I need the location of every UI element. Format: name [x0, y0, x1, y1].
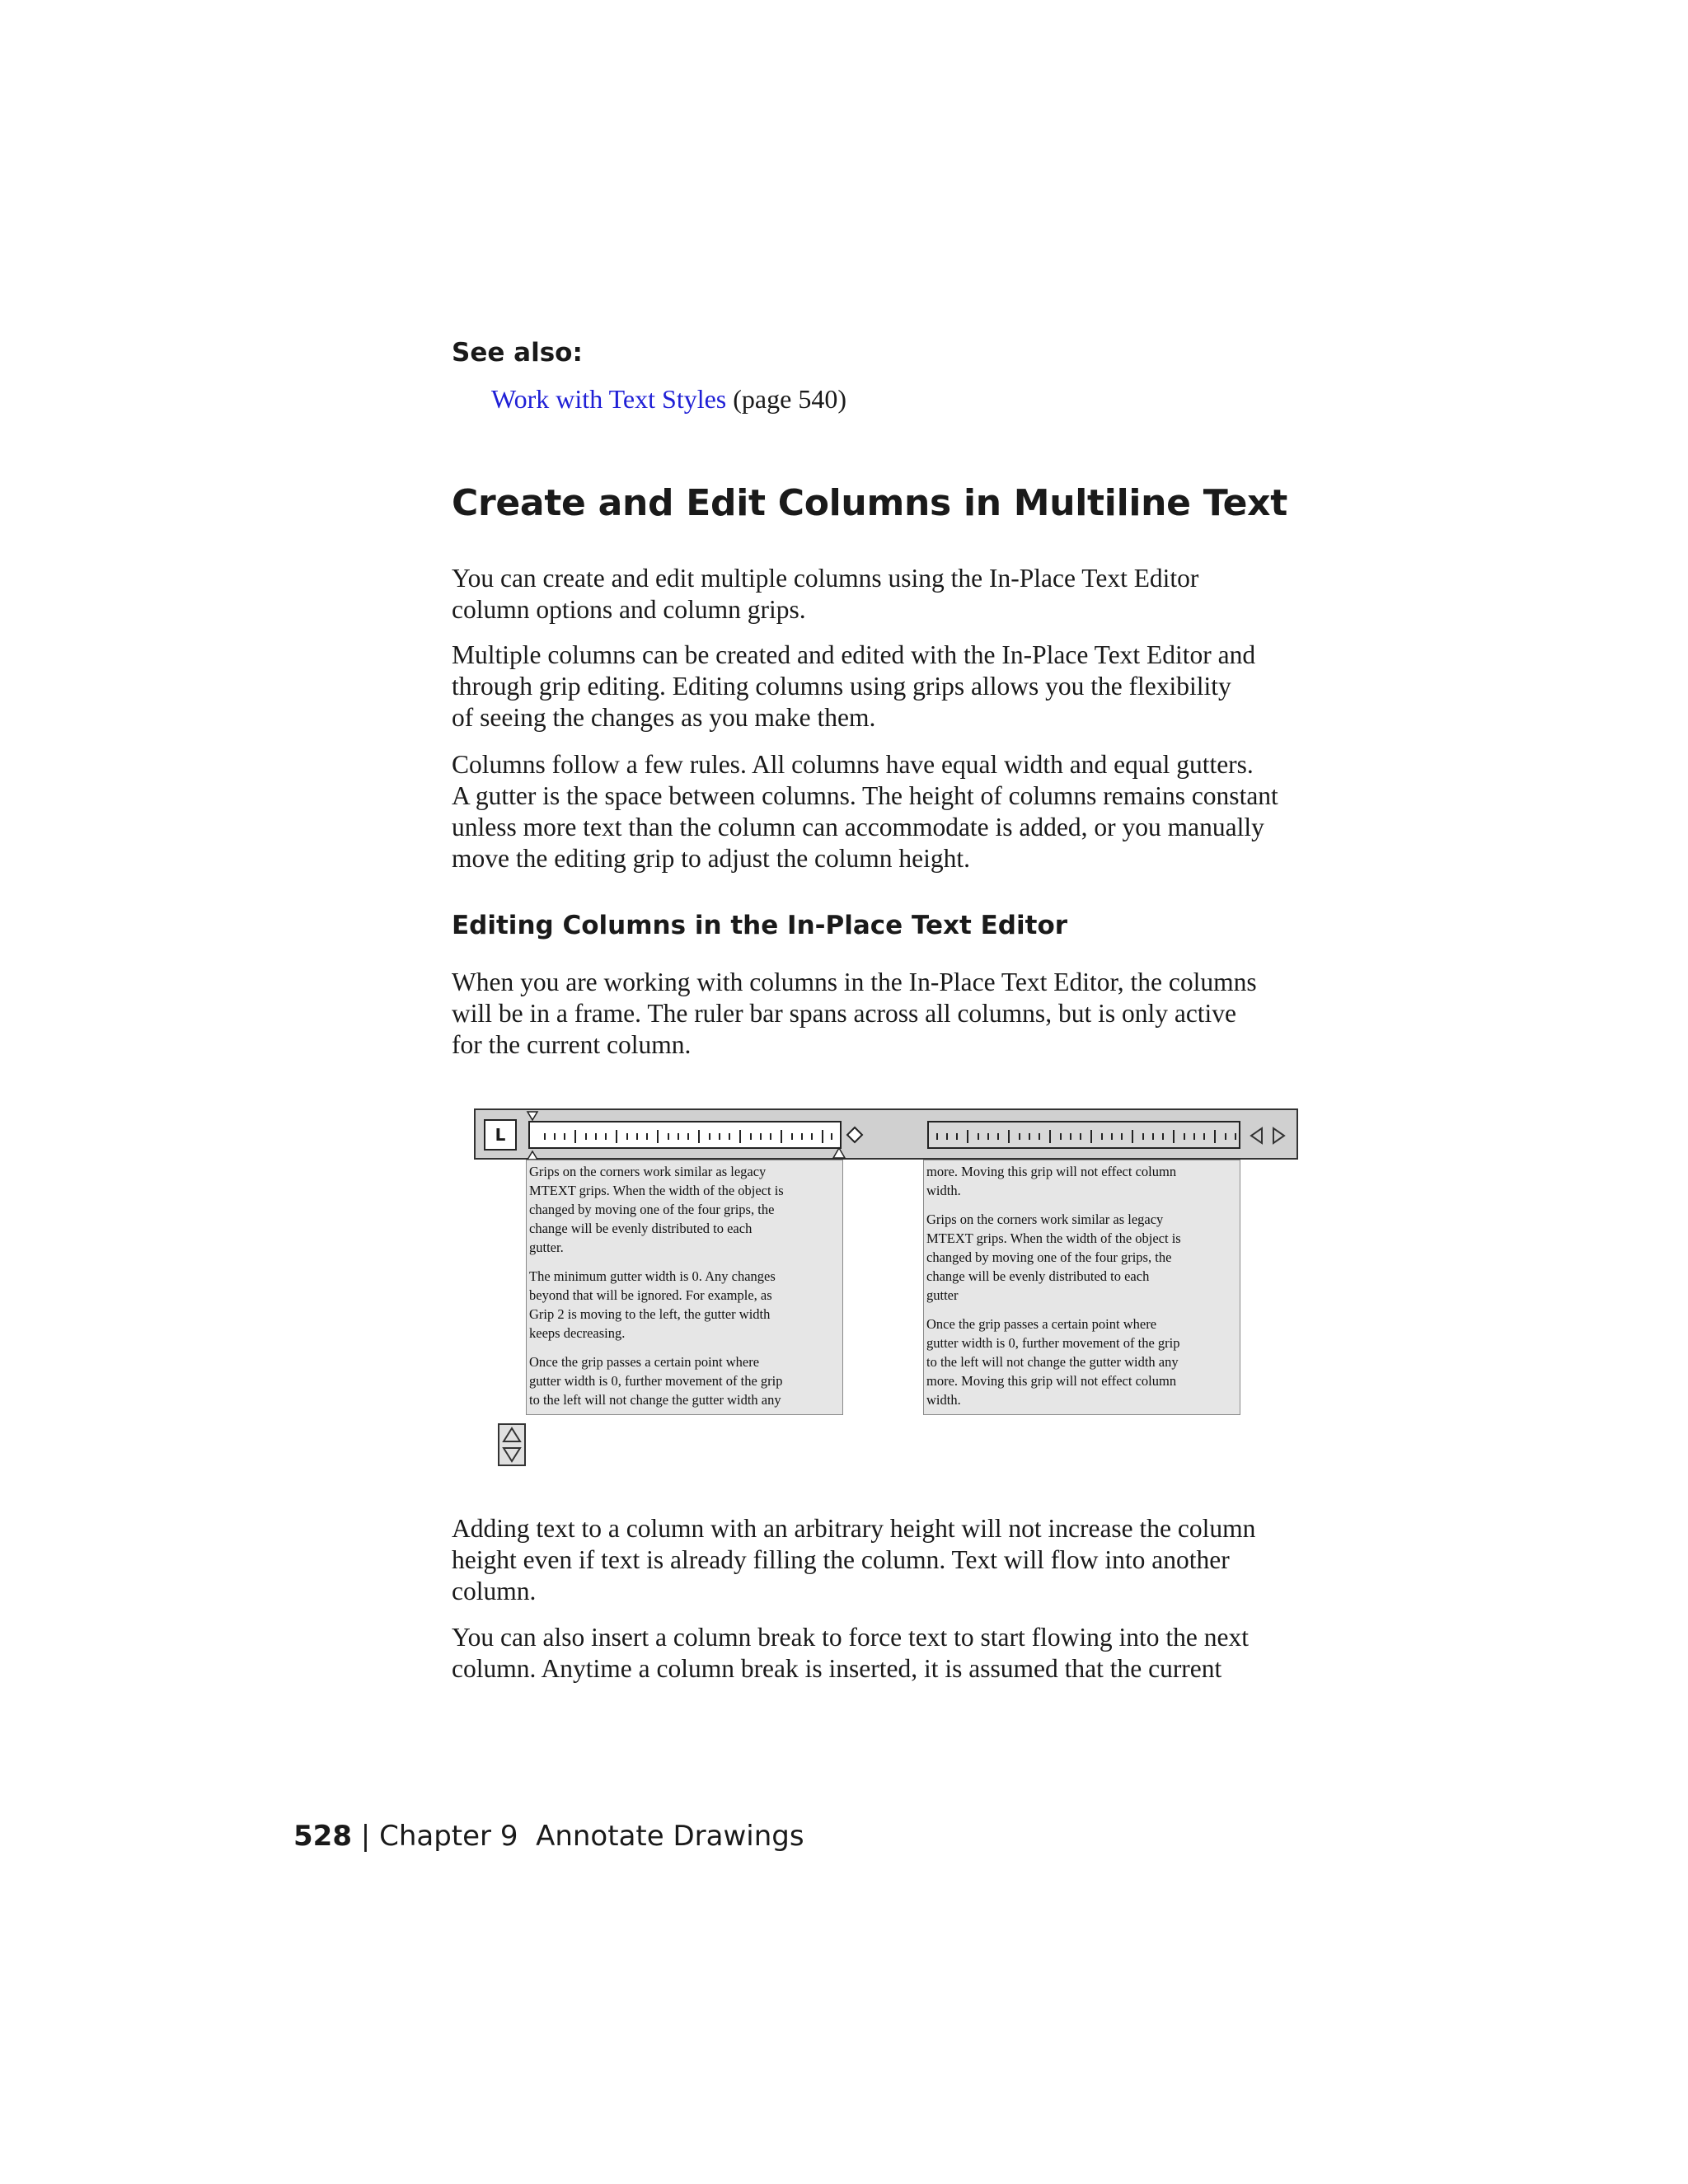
text-line: unless more text than the column can accommodate is added, or you manually: [452, 813, 1264, 841]
column-line: Grips on the corners work similar as legacy: [926, 1212, 1164, 1227]
text-line: When you are working with columns in the In-Place Text Editor, the columns: [452, 968, 1257, 996]
column-paragraph: [529, 1267, 840, 1343]
paragraph-column-break: [452, 1622, 1358, 1685]
columns-editor-figure: [474, 1108, 1300, 1471]
column-paragraph: [926, 1162, 1237, 1200]
column-line: Grip 2 is moving to the left, the gutter width: [529, 1306, 771, 1322]
see-also-label: See also:: [452, 338, 583, 368]
footer-separator: |: [360, 1820, 371, 1853]
text-line: column.: [452, 1577, 537, 1605]
column-paragraph: [529, 1162, 840, 1257]
column-line: changed by moving one of the four grips, the: [529, 1202, 775, 1217]
column-line: beyond that will be ignored. For example, as: [529, 1287, 772, 1303]
up-down-arrows-icon: [499, 1425, 524, 1465]
text-line: Columns follow a few rules. All columns have equal width and equal gutters.: [452, 750, 1254, 779]
indent-marker-icon[interactable]: [525, 1110, 542, 1161]
text-column-left[interactable]: [526, 1160, 843, 1415]
paragraph-column-rules: [452, 749, 1358, 874]
text-line: column. Anytime a column break is inserted, it is assumed that the current: [452, 1654, 1222, 1683]
text-line: will be in a frame. The ruler bar spans across all columns, but is only active: [452, 999, 1237, 1028]
column-line: Grips on the corners work similar as legacy: [529, 1164, 767, 1179]
column-line: more. Moving this grip will not effect column: [926, 1164, 1177, 1179]
column-line: change will be evenly distributed to each: [529, 1221, 753, 1236]
column-line: Once the grip passes a certain point where: [529, 1354, 760, 1370]
column-line: change will be evenly distributed to each: [926, 1268, 1150, 1284]
text-line: through grip editing. Editing columns using grips allows you the flexibility: [452, 672, 1231, 701]
text-line: You can create and edit multiple columns using the In-Place Text Editor: [452, 564, 1199, 593]
column-height-grip[interactable]: [498, 1423, 526, 1466]
tab-stop-button[interactable]: L: [484, 1119, 517, 1151]
footer-chapter: Chapter 9: [379, 1820, 518, 1853]
column-paragraph: [529, 1352, 840, 1409]
paragraph-adding-text: [452, 1513, 1358, 1607]
text-column-right[interactable]: [923, 1160, 1240, 1415]
text-line: You can also insert a column break to force text to start flowing into the next: [452, 1623, 1249, 1652]
text-line: for the current column.: [452, 1030, 692, 1059]
column-line: width.: [926, 1392, 961, 1408]
column-line: MTEXT grips. When the width of the object is: [926, 1230, 1181, 1246]
section-heading: Create and Edit Columns in Multiline Text: [452, 482, 1287, 524]
paragraph-multiple-columns: [452, 640, 1358, 733]
column-line: gutter.: [529, 1240, 564, 1255]
text-line: height even if text is already filling the column. Text will flow into another: [452, 1545, 1230, 1574]
column-paragraph: [926, 1315, 1237, 1409]
column-line: MTEXT grips. When the width of the object is: [529, 1183, 784, 1198]
column-line: to the left will not change the gutter width any: [529, 1392, 781, 1408]
column-line: gutter width is 0, further movement of the grip: [926, 1335, 1180, 1351]
text-line: column options and column grips.: [452, 595, 806, 624]
work-with-text-styles-link[interactable]: Work with Text Styles: [491, 384, 727, 414]
ruler-left-column[interactable]: [528, 1121, 842, 1149]
text-line: Adding text to a column with an arbitrary height will not increase the column: [452, 1514, 1256, 1543]
text-line: of seeing the changes as you make them.: [452, 703, 876, 732]
paragraph-intro: [452, 563, 1358, 626]
column-line: The minimum gutter width is 0. Any changes: [529, 1268, 776, 1284]
page-number: 528: [293, 1820, 352, 1853]
ruler-scroll-arrows-icon[interactable]: [1249, 1125, 1292, 1146]
column-line: gutter width is 0, further movement of the grip: [529, 1373, 783, 1389]
column-line: gutter: [926, 1287, 959, 1303]
page-footer: [293, 1820, 804, 1853]
column-line: keeps decreasing.: [529, 1325, 626, 1341]
text-line: Multiple columns can be created and edited with the In-Place Text Editor and: [452, 640, 1256, 669]
column-width-grip-icon[interactable]: [845, 1125, 865, 1145]
column-line: Once the grip passes a certain point where: [926, 1316, 1157, 1332]
ruler-ticks-left: [530, 1122, 842, 1149]
column-line: to the left will not change the gutter width any: [926, 1354, 1179, 1370]
see-also-reference: [491, 384, 846, 415]
ruler-bar: [474, 1108, 1298, 1160]
ruler-ticks-right: [929, 1122, 1240, 1149]
column-line: width.: [926, 1183, 961, 1198]
subsection-heading: Editing Columns in the In-Place Text Editor: [452, 911, 1068, 940]
see-also-page-ref: (page 540): [733, 384, 846, 414]
column-line: more. Moving this grip will not effect column: [926, 1373, 1177, 1389]
text-line: A gutter is the space between columns. The height of columns remains constant: [452, 781, 1278, 810]
footer-chapter-title: Annotate Drawings: [536, 1820, 804, 1853]
column-line: changed by moving one of the four grips, the: [926, 1249, 1172, 1265]
text-line: move the editing grip to adjust the column height.: [452, 844, 971, 873]
paragraph-editing-columns: [452, 967, 1358, 1061]
ruler-right-column[interactable]: [927, 1121, 1240, 1149]
column-paragraph: [926, 1210, 1237, 1305]
